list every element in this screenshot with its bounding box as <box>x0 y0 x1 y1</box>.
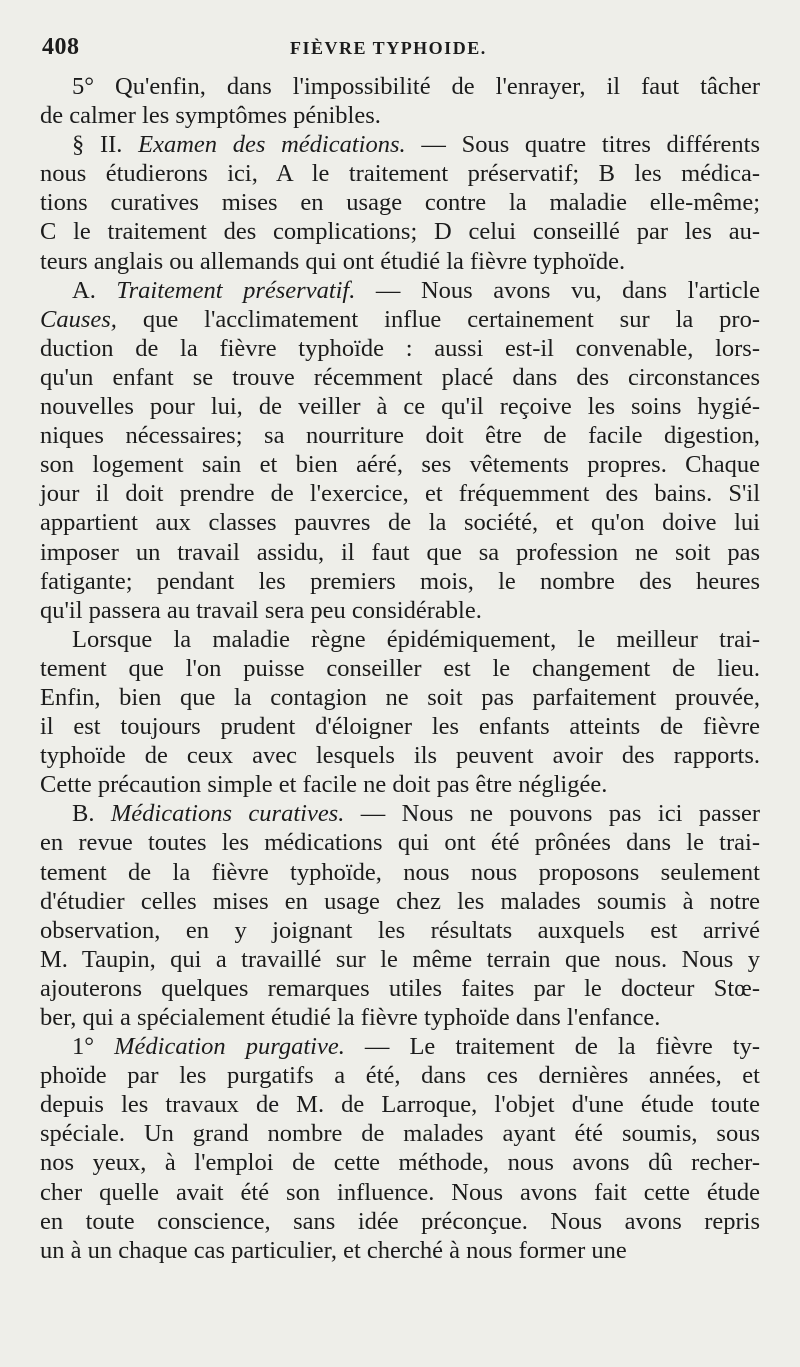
line-text: niques nécessaires; sa nourriture doit être de facile digestion, <box>40 422 760 450</box>
line-text: qu'un enfant se trouve récemment placé dans des circonstances <box>40 363 760 391</box>
text-line <box>40 916 760 945</box>
line-text: M. Taupin, qui a travaillé sur le même terrain que nous. Nous y <box>40 945 760 973</box>
section-marker: § II. <box>72 131 139 159</box>
text-line <box>40 159 760 188</box>
text-line <box>40 72 760 101</box>
line-text: en toute conscience, sans idée préconçue. Nous avons repris <box>40 1207 760 1235</box>
line-text: tement que l'on puisse conseiller est le changement de lieu. <box>40 654 760 682</box>
line-text: un à un chaque cas particulier, et cherché à nous former une <box>40 1236 627 1264</box>
line-text: tement de la fièvre typhoïde, nous nous proposons seulement <box>40 858 760 886</box>
line-text: ber, qui a spécialement étudié la fièvre typhoïde dans l'enfance. <box>40 1004 661 1031</box>
text-line <box>40 974 760 1003</box>
paragraph <box>40 130 760 275</box>
line-text: imposer un travail assidu, il faut que sa profession ne soit pas <box>40 538 760 566</box>
line-text: nos yeux, à l'emploi de cette méthode, nous avons dû recher- <box>40 1149 760 1177</box>
italic-heading: Médications curatives. <box>110 800 345 828</box>
italic-heading: Causes, <box>40 305 117 333</box>
line-text: 5° Qu'enfin, dans l'impossibilité de l'enrayer, il faut tâcher <box>72 73 760 100</box>
text-line <box>40 247 760 276</box>
text-line <box>40 130 760 159</box>
paragraph <box>40 625 760 800</box>
text-line <box>40 596 760 625</box>
line-text: de calmer les symptômes pénibles. <box>40 102 381 130</box>
text-line <box>40 101 760 130</box>
text-line <box>40 363 760 392</box>
text-line <box>40 945 760 974</box>
line-text: spéciale. Un grand nombre de malades ayant été soumis, sous <box>40 1120 760 1148</box>
line-text: jour il doit prendre de l'exercice, et fréquemment des bains. S'il <box>40 480 760 508</box>
paragraph <box>40 72 760 130</box>
line-text: cher quelle avait été son influence. Nous avons fait cette étude <box>40 1178 760 1206</box>
text-line <box>40 1178 760 1207</box>
text-line <box>40 858 760 887</box>
text-line <box>40 1207 760 1236</box>
text-line <box>40 625 760 654</box>
line-text: appartient aux classes pauvres de la société, et qu'on doive lui <box>40 509 760 537</box>
text-line <box>40 392 760 421</box>
text-line <box>40 1119 760 1148</box>
text-line <box>40 188 760 217</box>
italic-heading: Examen des médications. <box>138 131 406 159</box>
line-text: que l'acclimatement influe certainement sur la pro- <box>116 305 760 333</box>
line-text: nouvelles pour lui, de veiller à ce qu'il reçoive les soins hygié- <box>40 393 760 421</box>
line-text: fatigante; pendant les premiers mois, le nombre des heures <box>40 567 760 595</box>
italic-heading: Médication purgative. <box>114 1033 345 1061</box>
section-marker: A. <box>72 276 117 304</box>
text-line <box>40 217 760 246</box>
line-text: Cette précaution simple et facile ne doit pas être négligée. <box>40 771 608 799</box>
line-text: ajouterons quelques remarques utiles faites par le docteur Stœ- <box>40 974 760 1002</box>
text-line <box>40 887 760 916</box>
line-text: Lorsque la maladie règne épidémiquement, le meilleur trai- <box>72 625 760 653</box>
line-text: depuis les travaux de M. de Larroque, l'objet d'une étude toute <box>40 1091 760 1119</box>
text-line <box>40 305 760 334</box>
line-text: teurs anglais ou allemands qui ont étudié la fièvre typhoïde. <box>40 247 626 275</box>
text-line <box>40 276 760 305</box>
text-line <box>40 1003 760 1032</box>
text-line <box>40 508 760 537</box>
section-marker: B. <box>72 800 111 828</box>
body-text <box>40 72 760 1265</box>
line-text: — Sous quatre titres différents <box>405 131 760 159</box>
running-title: FIÈVRE TYPHOIDE. <box>290 38 487 58</box>
text-line <box>40 1090 760 1119</box>
text-line <box>40 1032 760 1061</box>
italic-heading: Traitement préservatif. <box>116 276 356 304</box>
section-marker: 1° <box>72 1033 115 1061</box>
text-line <box>40 334 760 363</box>
text-line <box>40 1061 760 1090</box>
text-line <box>40 538 760 567</box>
line-text: duction de la fièvre typhoïde : aussi est-il convenable, lors- <box>40 334 760 362</box>
line-text: il est toujours prudent d'éloigner les enfants atteints de fièvre <box>40 713 760 741</box>
line-text: en revue toutes les médications qui ont été prônées dans le trai- <box>40 829 760 857</box>
text-line <box>40 654 760 683</box>
line-text: nous étudierons ici, A le traitement préservatif; B les médica- <box>40 160 760 188</box>
page-header <box>42 34 760 70</box>
line-text: — Le traitement de la fièvre ty- <box>344 1033 760 1061</box>
page-number: 408 <box>42 34 80 60</box>
text-line <box>40 828 760 857</box>
line-text: — Nous ne pouvons pas ici passer <box>344 800 761 828</box>
line-text: son logement sain et bien aéré, ses vêtements propres. Chaque <box>40 451 760 479</box>
line-text: d'étudier celles mises en usage chez les malades soumis à notre <box>40 887 760 915</box>
text-line <box>40 479 760 508</box>
text-line <box>40 1148 760 1177</box>
text-line <box>40 741 760 770</box>
paragraph <box>40 799 760 1032</box>
line-text: Enfin, bien que la contagion ne soit pas parfaitement prouvée, <box>40 683 760 711</box>
line-text: qu'il passera au travail sera peu considérable. <box>40 596 482 624</box>
text-line <box>40 799 760 828</box>
line-text: typhoïde de ceux avec lesquels ils peuvent avoir des rapports. <box>40 742 760 770</box>
line-text: C le traitement des complications; D celui conseillé par les au- <box>40 218 760 246</box>
paragraph <box>40 1032 760 1265</box>
line-text: tions curatives mises en usage contre la maladie elle-même; <box>40 189 760 217</box>
text-line <box>40 567 760 596</box>
line-text: — Nous avons vu, dans l'article <box>355 276 760 304</box>
text-line <box>40 450 760 479</box>
text-line <box>40 712 760 741</box>
paragraph <box>40 276 760 625</box>
line-text: observation, en y joignant les résultats auxquels est arrivé <box>40 916 760 944</box>
text-line <box>40 1236 760 1265</box>
text-line <box>40 770 760 799</box>
text-line <box>40 683 760 712</box>
line-text: phoïde par les purgatifs a été, dans ces dernières années, et <box>40 1062 760 1090</box>
text-line <box>40 421 760 450</box>
